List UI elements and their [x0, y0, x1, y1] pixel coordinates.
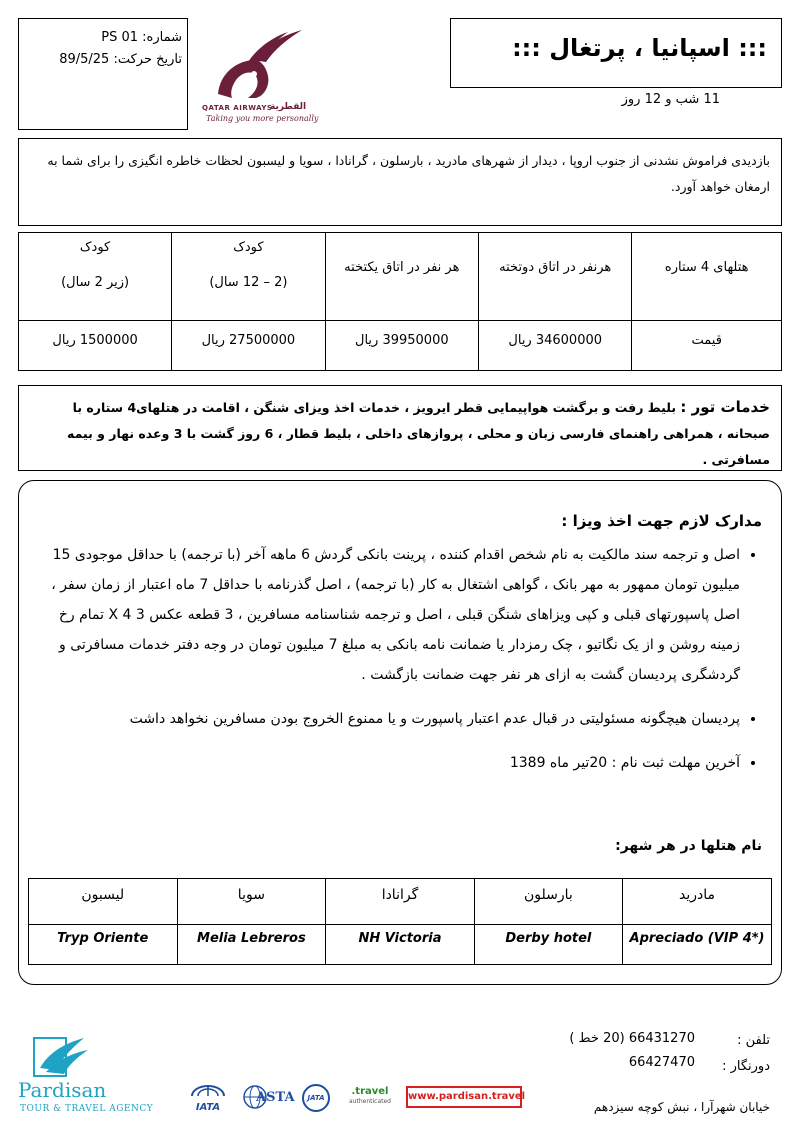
price-cell: 27500000 ریال: [172, 321, 325, 371]
travel-logo-text: .travel: [351, 1086, 389, 1097]
hotels-heading: نام هتلها در هر شهر:: [615, 838, 762, 854]
city-cell: لیسبون: [29, 879, 178, 925]
price-header-cell: [325, 233, 478, 321]
trip-duration: 11 شب و 12 روز: [621, 92, 720, 107]
iata-logo: [184, 1084, 232, 1112]
fax-label: دورنگار :: [722, 1059, 770, 1074]
fax-value: 66427470: [628, 1055, 695, 1070]
hotel-cell: Derby hotel: [474, 925, 622, 965]
price-header-cell: [19, 233, 172, 321]
header-line2: (زیر 2 سال): [61, 275, 130, 290]
services-text: [30, 394, 770, 473]
header-line1: کودک: [233, 240, 264, 255]
header-line1: کودک: [79, 240, 111, 255]
intro-text: بازدیدی فراموش نشدنی از جنوب اروپا ، دیدار از شهرهای مادرید ، بارسلون ، گرانادا ، سویا و لیسبون لحظات خاطره انگیزی را برای شما به ارمغان خواهد آورد.: [47, 153, 770, 194]
travel-logo: [342, 1086, 398, 1110]
header-line1: هتلهای 4 ستاره: [664, 260, 749, 275]
visa-bullet: • اصل و ترجمه سند مالکیت به نام شخص اقدام کننده ، پرینت بانکی گردش 6 ماهه آخر (با ترجمه) با حداقل موجودی 15 میلیون تومان ممهور به مهر بانک ، گواهی اشتغال به کار (با ترجمه) ، اصل گذرنامه با حداقل 7 ماه اعتبار از زمان سفر ، اصل پاسپورتهای قبلی و کپی ویزاهای شنگن قبلی ، اصل و ترجمه شناسنامه مسافرین ، 3 قطعه عکس 3 X 4 تمام رخ زمینه روشن و از یک نگاتیو ، چک رمزدار یا ضمانت نامه بانکی به مبلغ 7 میلیون تومان در وجه دفتر خدمات مسافرتی و گردشگری پردیسان گشت به ازای هر نفر جهت ضمانت بازگشت .: [40, 540, 740, 690]
services-label: خدمات تور :: [680, 398, 770, 416]
city-cell: سویا: [177, 879, 326, 925]
address: خیابان شهرآرا ، نبش کوچه سیزدهم: [593, 1100, 770, 1114]
airline-name-en: QATAR AIRWAYS: [202, 104, 273, 112]
visa-heading: مدارک لازم جهت اخذ ویزا :: [561, 512, 762, 530]
website-link[interactable]: [406, 1086, 526, 1108]
hotel-cell: NH Victoria: [326, 925, 475, 965]
hotels-table: [28, 878, 772, 965]
price-header-cell: [172, 233, 325, 321]
departure-date: تاریخ حرکت: 89/5/25: [59, 52, 182, 67]
pardisan-emblem-icon: [32, 1034, 92, 1078]
airline-logo: [190, 24, 320, 129]
jata-logo: [302, 1084, 330, 1112]
visa-bullet: • پردیسان هیچگونه مسئولیتی در قبال عدم اعتبار پاسپورت و یا ممنوع الخروج بودن مسافرین نخواهد داشت: [40, 704, 740, 734]
page-title: ::: اسپانیا ، پرتغال :::: [512, 34, 767, 62]
hotel-cell: Melia Lebreros: [177, 925, 326, 965]
airline-name-fa: القطرية: [270, 102, 307, 112]
phone-value: 66431270 (20 خط ): [569, 1031, 695, 1046]
airline-slogan: Taking you more personally: [206, 114, 319, 123]
website-text: www.pardisan.travel: [408, 1091, 526, 1102]
visa-bullet: • آخرین مهلت ثبت نام : 20تیر ماه 1389: [40, 748, 740, 778]
hotel-cell: Tryp Oriente: [29, 925, 178, 965]
city-cell: بارسلون: [474, 879, 622, 925]
phone-label: تلفن :: [737, 1033, 770, 1048]
header-line1: هرنفر در اتاق دوتخته: [499, 260, 612, 275]
price-cell: 1500000 ریال: [19, 321, 172, 371]
city-cell: گرانادا: [326, 879, 475, 925]
iata-globe-icon: [188, 1084, 228, 1098]
jata-logo-text: JATA: [307, 1094, 325, 1102]
visa-bullets: [40, 540, 766, 792]
price-header-cell: [632, 233, 782, 321]
agency-tagline: TOUR & TRAVEL AGENCY: [20, 1104, 154, 1114]
agency-logo: [18, 1034, 168, 1119]
city-cell: مادرید: [623, 879, 772, 925]
price-cell: 34600000 ریال: [479, 321, 632, 371]
agency-name: Pardisan: [18, 1078, 107, 1102]
services-body: بلیط رفت و برگشت هواپیمایی قطر ایرویز ، خدمات اخذ ویزای شنگن ، اقامت در هتلهای4 ستاره با صبحانه ، همراهی راهنمای فارسی زبان و محلی ، پروازهای داخلی ، بلیط قطار ، 6 روز گشت با 3 وعده نهار و بیمه مسافرتی .: [67, 400, 770, 467]
header-line2: (2 – 12 سال): [209, 275, 288, 290]
price-cell: 39950000 ریال: [325, 321, 478, 371]
iata-logo-text: IATA: [195, 1102, 221, 1113]
asta-logo: [242, 1084, 294, 1112]
asta-logo-text: ASTA: [256, 1090, 295, 1105]
price-header-cell: [479, 233, 632, 321]
header-line1: هر نفر در اتاق یکتخته: [344, 260, 460, 275]
travel-logo-sub: authenticated: [349, 1098, 391, 1105]
hotel-cell: Apreciado (VIP 4*): [623, 925, 772, 965]
price-cell: قیمت: [632, 321, 782, 371]
oryx-icon: [190, 24, 320, 104]
price-table: [18, 232, 782, 371]
tour-number: شماره: PS 01: [101, 30, 182, 45]
